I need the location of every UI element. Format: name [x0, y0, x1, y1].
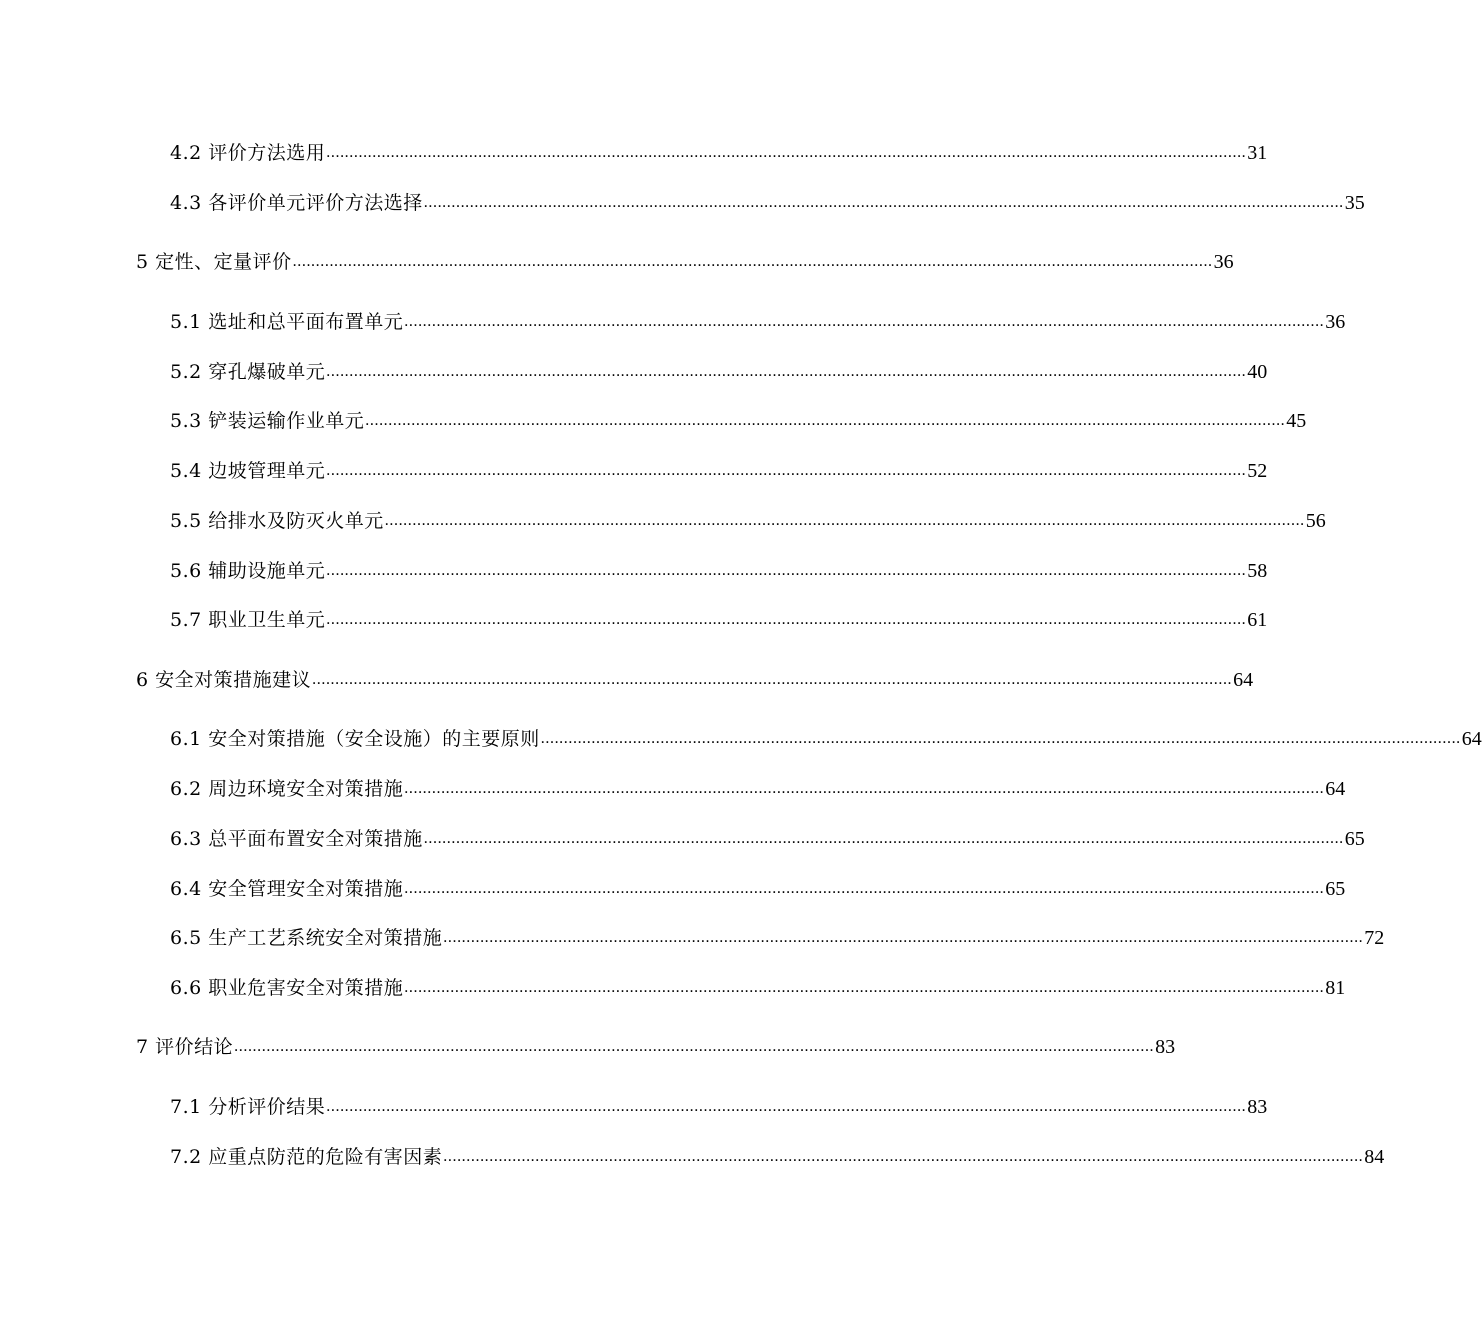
dot-leader: ........................................................................................................................................................................................................	[365, 412, 1286, 429]
toc-entry-label: 5.6 辅助设施单元	[170, 560, 326, 582]
dot-leader: ........................................................................................................................................................................................................	[326, 462, 1247, 479]
dot-leader: ........................................................................................................................................................................................................	[540, 730, 1461, 747]
toc-page-number: 83	[1155, 1036, 1176, 1058]
toc-entry-7-2[interactable]	[170, 1140, 1385, 1170]
toc-page-number: 31	[1247, 142, 1268, 164]
dot-leader: ........................................................................................................................................................................................................	[326, 144, 1247, 161]
toc-entry-label: 6.5 生产工艺系统安全对策措施	[170, 927, 443, 949]
toc-page-number: 36	[1213, 251, 1234, 273]
toc-page-number: 72	[1364, 927, 1385, 949]
toc-page-number: 81	[1325, 977, 1346, 999]
dot-leader: ........................................................................................................................................................................................................	[326, 562, 1247, 579]
toc-page-number: 58	[1247, 560, 1268, 582]
toc-entry-5-1[interactable]	[170, 305, 1346, 335]
toc-entry-label: 6.6 职业危害安全对策措施	[170, 977, 404, 999]
toc-entry-5[interactable]	[136, 245, 1234, 275]
toc-entry-7-1[interactable]	[170, 1090, 1268, 1120]
dot-leader: ........................................................................................................................................................................................................	[326, 1098, 1247, 1115]
dot-leader: ........................................................................................................................................................................................................	[443, 929, 1364, 946]
dot-leader: ........................................................................................................................................................................................................	[404, 780, 1325, 797]
toc-entry-label: 5.7 职业卫生单元	[170, 609, 326, 631]
toc-page-number: 65	[1325, 878, 1346, 900]
toc-entry-5-4[interactable]	[170, 454, 1268, 484]
toc-entry-label: 5.3 铲装运输作业单元	[170, 410, 365, 432]
toc-entry-4-3[interactable]	[170, 186, 1365, 216]
toc-entry-label: 5.4 边坡管理单元	[170, 460, 326, 482]
toc-page-number: 64	[1325, 778, 1346, 800]
toc-entry-label: 5.1 选址和总平面布置单元	[170, 311, 404, 333]
toc-page-number: 83	[1247, 1096, 1268, 1118]
dot-leader: ........................................................................................................................................................................................................	[443, 1148, 1364, 1165]
toc-entry-6-3[interactable]	[170, 822, 1365, 852]
toc-entry-label: 4.3 各评价单元评价方法选择	[170, 192, 423, 214]
toc-entry-5-6[interactable]	[170, 554, 1268, 584]
toc-entry-label: 4.2 评价方法选用	[170, 142, 326, 164]
toc-page-number: 35	[1344, 192, 1365, 214]
toc-entry-label: 6 安全对策措施建议	[136, 669, 312, 691]
dot-leader: ........................................................................................................................................................................................................	[326, 611, 1247, 628]
dot-leader: ........................................................................................................................................................................................................	[234, 1038, 1155, 1055]
toc-entry-5-3[interactable]	[170, 404, 1307, 434]
toc-entry-label: 5 定性、定量评价	[136, 251, 292, 273]
toc-entry-label: 7.2 应重点防范的危险有害因素	[170, 1146, 443, 1168]
toc-entry-label: 7.1 分析评价结果	[170, 1096, 326, 1118]
toc-entry-6-2[interactable]	[170, 772, 1346, 802]
toc-page-number: 61	[1247, 609, 1268, 631]
toc-entry-6-4[interactable]	[170, 872, 1346, 902]
dot-leader: ........................................................................................................................................................................................................	[404, 880, 1325, 897]
toc-entry-4-2[interactable]	[170, 136, 1268, 166]
dot-leader: ........................................................................................................................................................................................................	[423, 830, 1344, 847]
toc-entry-label: 6.3 总平面布置安全对策措施	[170, 828, 423, 850]
dot-leader: ........................................................................................................................................................................................................	[423, 194, 1344, 211]
toc-entry-5-7[interactable]	[170, 603, 1268, 633]
toc-entry-6[interactable]	[136, 663, 1254, 693]
toc-page-number: 64	[1461, 728, 1482, 750]
toc-page-number: 40	[1247, 361, 1268, 383]
toc-entry-label: 6.1 安全对策措施（安全设施）的主要原则	[170, 728, 540, 750]
toc-page-number: 36	[1325, 311, 1346, 333]
toc-entry-5-2[interactable]	[170, 355, 1268, 385]
toc-page-number: 52	[1247, 460, 1268, 482]
dot-leader: ........................................................................................................................................................................................................	[326, 363, 1247, 380]
toc-entry-label: 5.5 给排水及防灭火单元	[170, 510, 384, 532]
toc-entry-7[interactable]	[136, 1030, 1176, 1060]
toc-entry-5-5[interactable]	[170, 504, 1326, 534]
toc-entry-6-6[interactable]	[170, 971, 1346, 1001]
toc-page-number: 65	[1344, 828, 1365, 850]
toc-entry-6-5[interactable]	[170, 921, 1385, 951]
toc-page-number: 84	[1364, 1146, 1385, 1168]
toc-page-number: 64	[1233, 669, 1254, 691]
toc-entry-label: 7 评价结论	[136, 1036, 234, 1058]
dot-leader: ........................................................................................................................................................................................................	[312, 671, 1233, 688]
dot-leader: ........................................................................................................................................................................................................	[404, 979, 1325, 996]
dot-leader: ........................................................................................................................................................................................................	[404, 313, 1325, 330]
toc-page-number: 56	[1305, 510, 1326, 532]
dot-leader: ........................................................................................................................................................................................................	[384, 512, 1305, 529]
toc-entry-label: 6.2 周边环境安全对策措施	[170, 778, 404, 800]
toc-entry-label: 6.4 安全管理安全对策措施	[170, 878, 404, 900]
toc-entry-6-1[interactable]	[170, 722, 1482, 752]
dot-leader: ........................................................................................................................................................................................................	[292, 253, 1213, 270]
toc-page-number: 45	[1286, 410, 1307, 432]
toc-entry-label: 5.2 穿孔爆破单元	[170, 361, 326, 383]
